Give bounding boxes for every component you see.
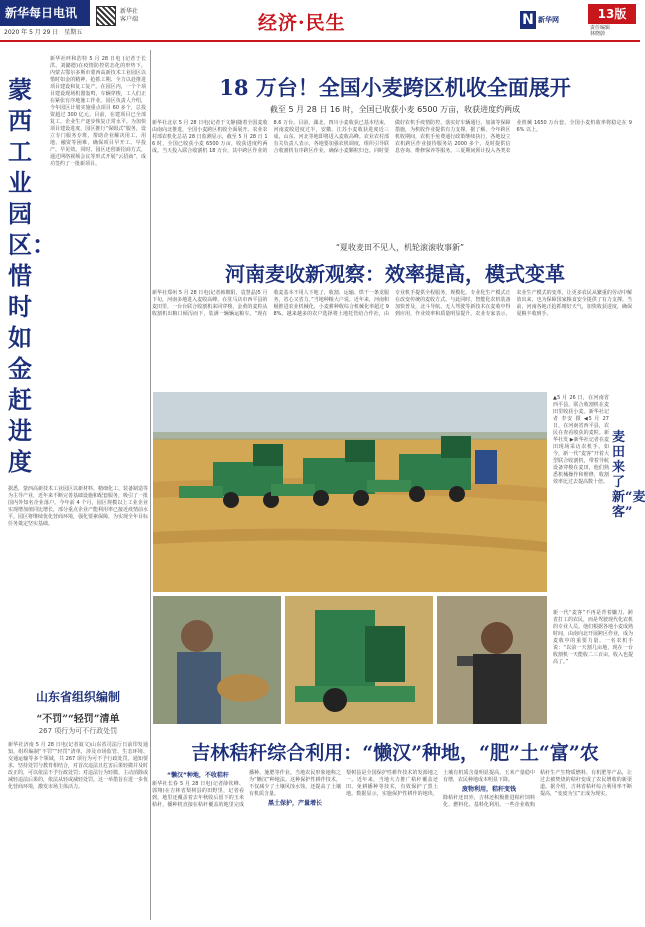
shandong-article-title[interactable]: 山东省组织编制 [35,690,120,704]
left-article-body-upper: 新华社呼和浩特 5 月 28 日电 (记者于长洪、刘懿德)在疫情防控常态化的形势下，内蒙古鄂尔多斯市蒙西高新技术工业园区以惜时如金的精神，抢抓工期、全力以赴推进项目建设和复工复产。在园区内，一个个项目建设现场机器轰鸣，车辆穿梭，工人们正在紧张有序地施工作业。园区负责人介绍，今年园区计划实施重点项目 60 多个，总投资超过 300 亿元。目前，在建项目已全部复工，企业生产逐步恢复正常水平。为加快项目建设进度，园区推行“保姆式”服务，设立专门服务专班，帮助企业解决用工、用地、融资等困难，确保项目早开工、早投产、早见效。同时，园区还创新招商方式，通过网络视频会议等形式开展“云招商”，成功签约了一批新项目。 [50,56,146,167]
xinhuanet-logo: N 新华网 [520,8,570,32]
left-article-body-lower: 据悉，蒙西高新技术工业园区以新材料、精细化工、装备制造等为主导产业，近年来不断完善基础设施和配套服务，吸引了一批国内外知名企业落户。今年前 4 个月，园区规模以上工业企业实现增加值同比增长，部分重点企业产能利用率已接近疫情前水平。园区将继续优化营商环境，强化要素保障，为实现全年目标任务奠定坚实基础。 [8,486,149,527]
page-number-badge: 13版 [588,4,636,24]
henan-kicker: “夏收麦田不见人，机轮滚滚收事新” [335,243,465,252]
henan-article-body: 新华社郑州 5 月 28 日电(记者韩朝阳、袁慧晶)5 月下旬，河南多地进入麦收高峰。在驻马店市西平县的麦田里，一台台联合收割机来回穿梭，金黄的麦粒从收割机出粮口倾泻而下，装满一辆辆运粮车。“现在收麦基本不用人下地了，收割、运输、烘干一条龙服务，省心又省力。”当地种粮大户说。近年来，河南积极推进农业机械化，小麦耕种收综合机械化率超过 98%。越来越多的农户选择将土地托管给合作社，由专业机手提供全程服务，规模化、专业化生产模式正在改变传统的麦收方式。与此同时，智能化农机装备加快普及，北斗导航、无人驾驶等新技术在麦收中得到应用，作业效率和质量明显提升。农业专家表示，农业生产模式的变革，让更多农民从繁重的劳动中解放出来，也为保障国家粮食安全提供了有力支撑。当前，河南各地正抢抓晴好天气，加快收获进度，确保夏粮丰收到手。 [152,290,632,317]
jilin-headline[interactable]: 吉林秸秆综合利用：“懒汉”种地，“肥”土“富”农 [191,742,599,764]
masthead [0,0,640,40]
photo-caption-text: ▲5 月 26 日，在河南省西平县，联合收割机在麦田里收获小麦。新华社记者 李安 摄 ◀5 月 27 日，在河南省西平县，农民在查看收获的麦粒。新华社发 ▶新华社记者在麦田现场采访农机手。如今，新一代“麦客”开着大型联合收割机，带着导航设备穿梭在麦田，他们熟悉机械操作和维修，收割效率比过去提高数十倍。 [553,395,609,485]
farmer-holding-wheat-photo[interactable] [153,596,281,724]
lead-article-body: 新华社北京 5 月 28 日电(记者于文静)随着全国麦收由南向北推进，全国小麦跨区机收全面展开。农业农村部农机化总站 28 日监测显示，截至 5 月 28 日 16 时，全国已收获小麦 6500 万亩，收获进度约两成。当天投入联合收割机 18 万台，其中跨区作业的 8.6 万台。目前，湖北、四川小麦收获已基本结束，河南麦收进度过半，安徽、江苏小麦收获进度近三成，山东、河北等地即将进入麦收高峰。农业农村部有关负责人表示，各地要加强农机调度，组织引导联合收割机有序跨区作业，确保小麦颗粒归仓。同时要做好农机手疫情防控，落实好车辆通行、加油等保障措施，为机收作业提供有力支撑。据了解，今年跨区机收期间，农机手免费通行政策继续执行，各地设立农机跨区作业接待服务站 2000 多个，及时提供信息咨询、维修保养等服务。三夏期间预计投入各类农业机械 1650 万台套，全国小麦机收率将稳定在 96% 以上。 [152,120,632,154]
left-article-title[interactable]: 蒙西工业园区：惜时如金赶进度 [8,75,56,476]
jilin-subhead-2: 黑土保护，产量增长 [267,800,322,807]
harvester-closeup-illustration [285,596,433,724]
reporter-illustration [437,596,547,724]
wheat-harvest-photo[interactable] [153,392,547,592]
jilin-text-1: 新华社长春 5 月 28 日电(记者薛钦峰、郭翔)在吉林省梨树县的田野里，记者看到，地里还覆盖着去年秋收后留下的玉米秸秆，播种机直接在秸秆覆盖的地里完成播种、施肥等作业。当地农民形象地称之为“懒汉”种地法。这种保护性耕作技术，不仅减少了土壤风蚀水蚀，还提高了土壤有机质含量。 [152,770,341,808]
reporter-interview-photo[interactable] [437,596,547,724]
xinhuanet-logo-icon: N [520,11,536,29]
editor-credit: 责任编辑 林晓蔚 [590,25,611,37]
jilin-subhead-3: 废物利用，秸秆变钱 [461,786,516,793]
header-divider [0,40,640,42]
jilin-text-3: 除秸秆还田外，吉林还积极推进秸秆饲料化、燃料化、基料化利用。一些企业收购秸秆生产生物质燃料、有机肥等产品，让过去被焚烧的秸秆变成了农民增收的新渠道。据介绍，吉林省秸秆综合利用率不断提高，“变废为宝”正成为现实。 [443,770,632,808]
photo-vertical-title: 麦田来了新“麦客” [612,430,645,520]
xinhua-client-label: 新华社 客户端 [120,8,139,23]
grain-truck-icon [475,450,497,484]
qr-code-icon[interactable] [96,6,116,26]
jilin-text-2: 梨树县是全国保护性耕作技术的发源地之一。近年来，当地大力推广秸秆覆盖还田、免耕播种等技术，有效保护了黑土地。数据显示，实施保护性耕作的地块，土壤有机质含量明显提高，玉米产量稳中有增，农民种地成本明显下降。 [346,770,535,797]
section-title: 经济·民生 [258,12,346,34]
wheat-field-illustration [153,392,547,592]
jilin-subhead-1: “懒汉”种地，不收秸秆 [167,772,229,779]
shandong-article-body: 新华社济南 5 月 28 日电(记者叙文)山东省司法厅日前印发通知，组织编制“不罚”“轻罚”清单，涉及市场监管、生态环境、交通运输等多个领域，共 267 项行为可不予行政处罚。通知要求，坚持处罚与教育相结合，对首次违法且危害后果轻微并及时改正的，可以依法不予行政处罚；对违法行为轻微、主动消除或减轻违法后果的，依法从轻或减轻处罚。这一举措旨在进一步优化营商环境，激发市场主体活力。 [8,742,149,790]
newspaper-brand: 新华每日电讯 [0,0,90,26]
henan-headline[interactable]: 河南麦收新观察：效率提高，模式变革 [225,262,565,286]
shandong-article-subtitle: “不罚”“轻罚”清单 [36,714,120,725]
publish-date: 2020 年 5 月 29 日 星期五 [4,29,83,36]
lead-headline[interactable]: 18 万台！全国小麦跨区机收全面展开 [219,75,571,100]
jilin-article-body [152,770,632,920]
harvester-closeup-photo[interactable] [285,596,433,724]
shandong-article-deck: 267 项行为可不行政处罚 [38,727,118,735]
column-divider [150,50,151,920]
farmer-illustration [153,596,281,724]
maike-article-body: 新一代“麦客”不再是背着镰刀、跨省打工的农民，而是驾驶现代化农机的专业人员。他们根据各地小麦成熟时间，由南向北开展跨区作业，成为麦收中的重要力量。一名农机手说：“以前一天割几亩地，现在一台收割机一天能收二三百亩，收入也提高了。” [553,610,634,665]
lead-subheadline: 截至 5 月 28 日 16 时，全国已收获小麦 6500 万亩，收获进度约两成 [269,105,521,114]
